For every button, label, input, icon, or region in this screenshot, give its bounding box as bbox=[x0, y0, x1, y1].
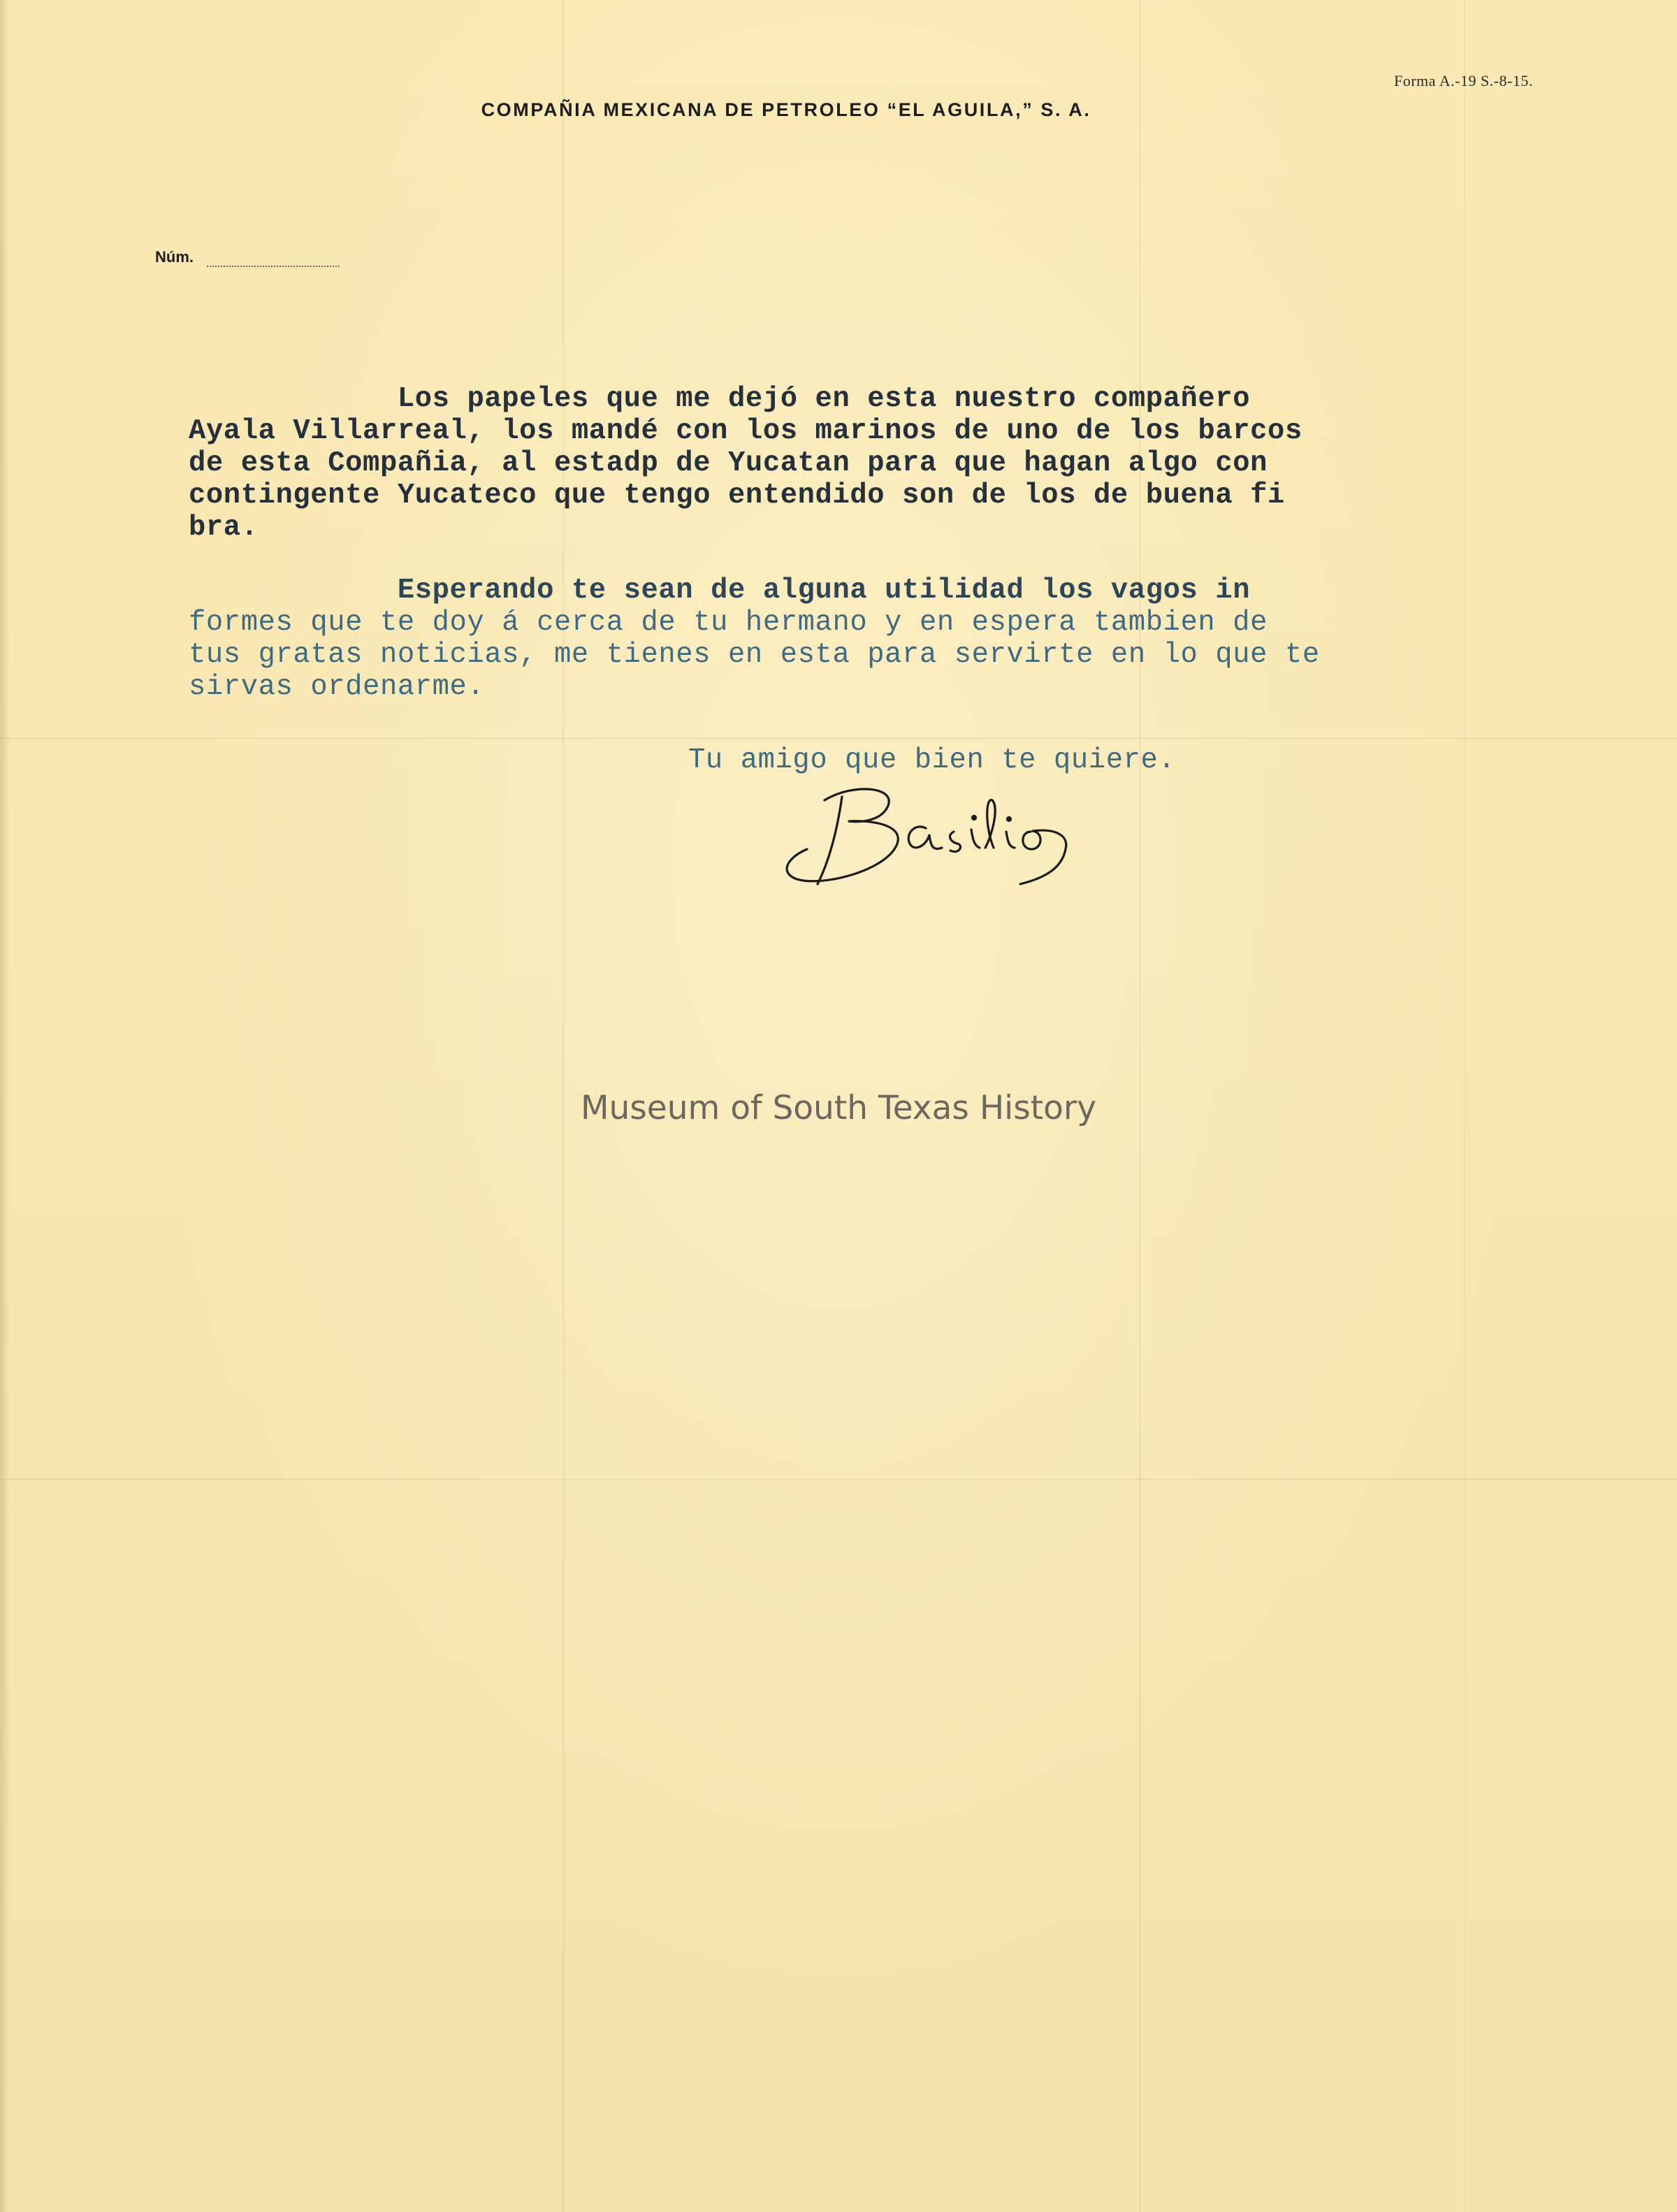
paragraph-1-line-3: de esta Compañia, al estadp de Yucatan para que hagan algo con bbox=[189, 447, 1268, 479]
paragraph-1-line-4: contingente Yucateco que tengo entendido son de los de buena fi bbox=[189, 479, 1285, 512]
paragraph-1-line-2: Ayala Villarreal, los mandé con los marinos de uno de los barcos bbox=[189, 415, 1302, 447]
paragraph-1-line-5: bra. bbox=[189, 512, 259, 544]
closing-line: Tu amigo que bien te quiere. bbox=[688, 744, 1176, 776]
paragraph-2-line-2: formes que te doy á cerca de tu hermano y en espera tambien de bbox=[189, 607, 1268, 639]
handwritten-signature bbox=[776, 779, 1139, 898]
number-blank-line bbox=[207, 266, 340, 267]
fold-line bbox=[0, 737, 1677, 739]
fold-line bbox=[0, 1478, 1677, 1480]
form-code: Forma A.-19 S.-8-15. bbox=[1394, 72, 1533, 89]
watermark-text: Museum of South Texas History bbox=[580, 1089, 1097, 1127]
letterhead-company-name: COMPAÑIA MEXICANA DE PETROLEO “EL AGUILA,” S. A. bbox=[481, 99, 1091, 120]
paragraph-2-line-1: Esperando te sean de alguna utilidad los vagos in bbox=[189, 574, 1251, 607]
paragraph-2-line-3: tus gratas noticias, me tienes en esta para servirte en lo que te bbox=[189, 639, 1320, 671]
paragraph-1-line-1: Los papeles que me dejó en esta nuestro compañero bbox=[189, 383, 1251, 415]
paragraph-2-line-4: sirvas ordenarme. bbox=[189, 671, 485, 703]
watermark bbox=[0, 1089, 1677, 1127]
number-label: Núm. bbox=[155, 248, 194, 266]
letterhead bbox=[0, 99, 1677, 121]
